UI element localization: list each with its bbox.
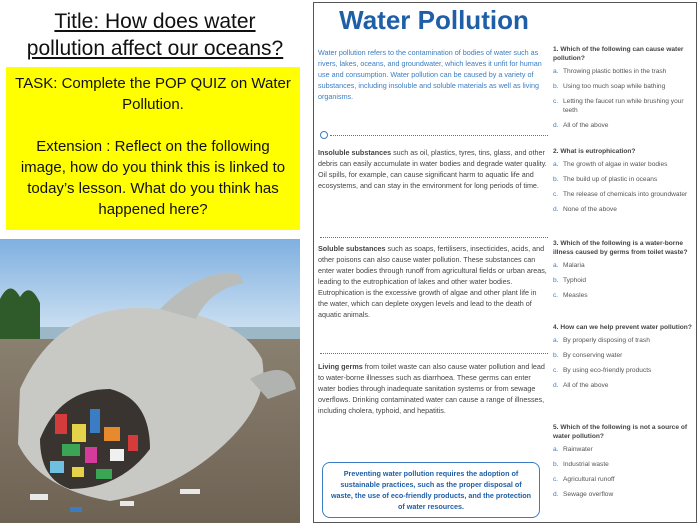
task-box: [6, 67, 300, 230]
answer-option: c. Letting the faucet run while brushing your teeth: [553, 98, 684, 114]
whale-plastic-photo: [0, 239, 300, 523]
answer-option: a. By properly disposing of trash: [553, 337, 650, 344]
slide-title: [10, 8, 300, 62]
answer-option: d. All of the above: [553, 382, 609, 389]
answer-option: d. None of the above: [553, 206, 617, 213]
worksheet-title: Water Pollution: [339, 5, 529, 35]
question-1: [553, 45, 695, 136]
question-text: 4. How can we help prevent water pollution?: [553, 324, 692, 331]
answer-option: b. The build up of plastic in oceans: [553, 176, 658, 183]
question-3: [553, 239, 695, 306]
question-text: 1. Which of the following can cause water pollution?: [553, 46, 684, 62]
answer-option: a. The growth of algae in water bodies: [553, 161, 668, 168]
question-4: [553, 323, 695, 396]
title-line-2: pollution affect our oceans?: [26, 37, 284, 60]
prevention-callout: Preventing water pollution requires the adoption of sustainable practices, such as the proper disposal of waste, the use of eco-friendly products, and the protection of water resources.: [322, 462, 540, 518]
divider: [320, 237, 548, 238]
answer-option: c. By using eco-friendly products: [553, 367, 652, 374]
title-line-1: Title: How does water: [54, 10, 256, 33]
answer-option: b. Using too much soap while bathing: [553, 83, 666, 90]
soluble-body: such as soaps, fertilisers, insecticides, acids, and other poisons can also cause water pollution. These substances can enter water bodies through runoff from agricultural fields or urban areas, leading to the eutrophication of lakes and other water bodies. Eutrophication is the excessive growth of algae and other plant life in the water, which can deplete oxygen levels and lead to the death of aquatic animals.: [318, 244, 547, 319]
question-text: 5. Which of the following is not a source of water pollution?: [553, 424, 688, 440]
germs-paragraph: [318, 361, 548, 416]
worksheet-intro: Water pollution refers to the contamination of bodies of water such as rivers, lakes, oceans, and groundwater, which leaves it unfit for human use and consumption. Water pollution can be caused by a variety of substances, including insoluble and soluble materials as well as living organisms.: [318, 48, 542, 101]
question-2: [553, 147, 695, 220]
extension-text: Extension : Reflect on the following image, how do you think this is linked to today’s lesson. What do you think has happened here?: [20, 138, 286, 218]
answer-option: a. Malaria: [553, 262, 585, 269]
answer-option: b. Typhoid: [553, 277, 587, 284]
answer-option: d. All of the above: [553, 122, 609, 129]
answer-option: b. Industrial waste: [553, 461, 609, 468]
divider: [320, 353, 548, 354]
answer-option: a. Throwing plastic bottles in the trash: [553, 68, 667, 75]
question-5: [553, 423, 695, 505]
answer-option: b. By conserving water: [553, 352, 623, 359]
answer-option: d. Sewage overflow: [553, 491, 614, 498]
answer-option: c. The release of chemicals into groundwater: [553, 191, 688, 198]
question-text: 2. What is eutrophication?: [553, 148, 636, 155]
divider-circle: [320, 131, 328, 139]
task-text: TASK: Complete the POP QUIZ on Water Pollution.: [15, 75, 291, 113]
answer-option: c. Measles: [553, 292, 588, 299]
answer-option: a. Rainwater: [553, 446, 593, 453]
worksheet-image: [313, 2, 697, 523]
germs-heading: Living germs: [318, 362, 363, 371]
answer-option: c. Agricultural runoff: [553, 476, 615, 483]
divider: [330, 135, 548, 136]
soluble-heading: Soluble substances: [318, 244, 386, 253]
insoluble-paragraph: [318, 147, 548, 191]
soluble-paragraph: [318, 243, 548, 320]
insoluble-body: such as oil, plastics, tyres, tins, glass, and other debris can easily accumulate in water bodies and degrade water quality. Oil spills, for example, can cause significant harm to aquatic life and ecosystems, and can stay in the environment for long periods of time.: [318, 148, 547, 190]
question-text: 3. Which of the following is a water-borne illness caused by germs from toilet waste?: [553, 240, 688, 256]
insoluble-heading: Insoluble substances: [318, 148, 392, 157]
germs-body: from toilet waste can also cause water pollution and lead to water-borne illnesses such as diarrhoea. These germs can enter water bodies through inadequate sanitation systems or from sewage overflows. Drinking contaminated water can cause a range of illnesses, including cholera, typhoid, and hepatitis.: [318, 362, 545, 415]
